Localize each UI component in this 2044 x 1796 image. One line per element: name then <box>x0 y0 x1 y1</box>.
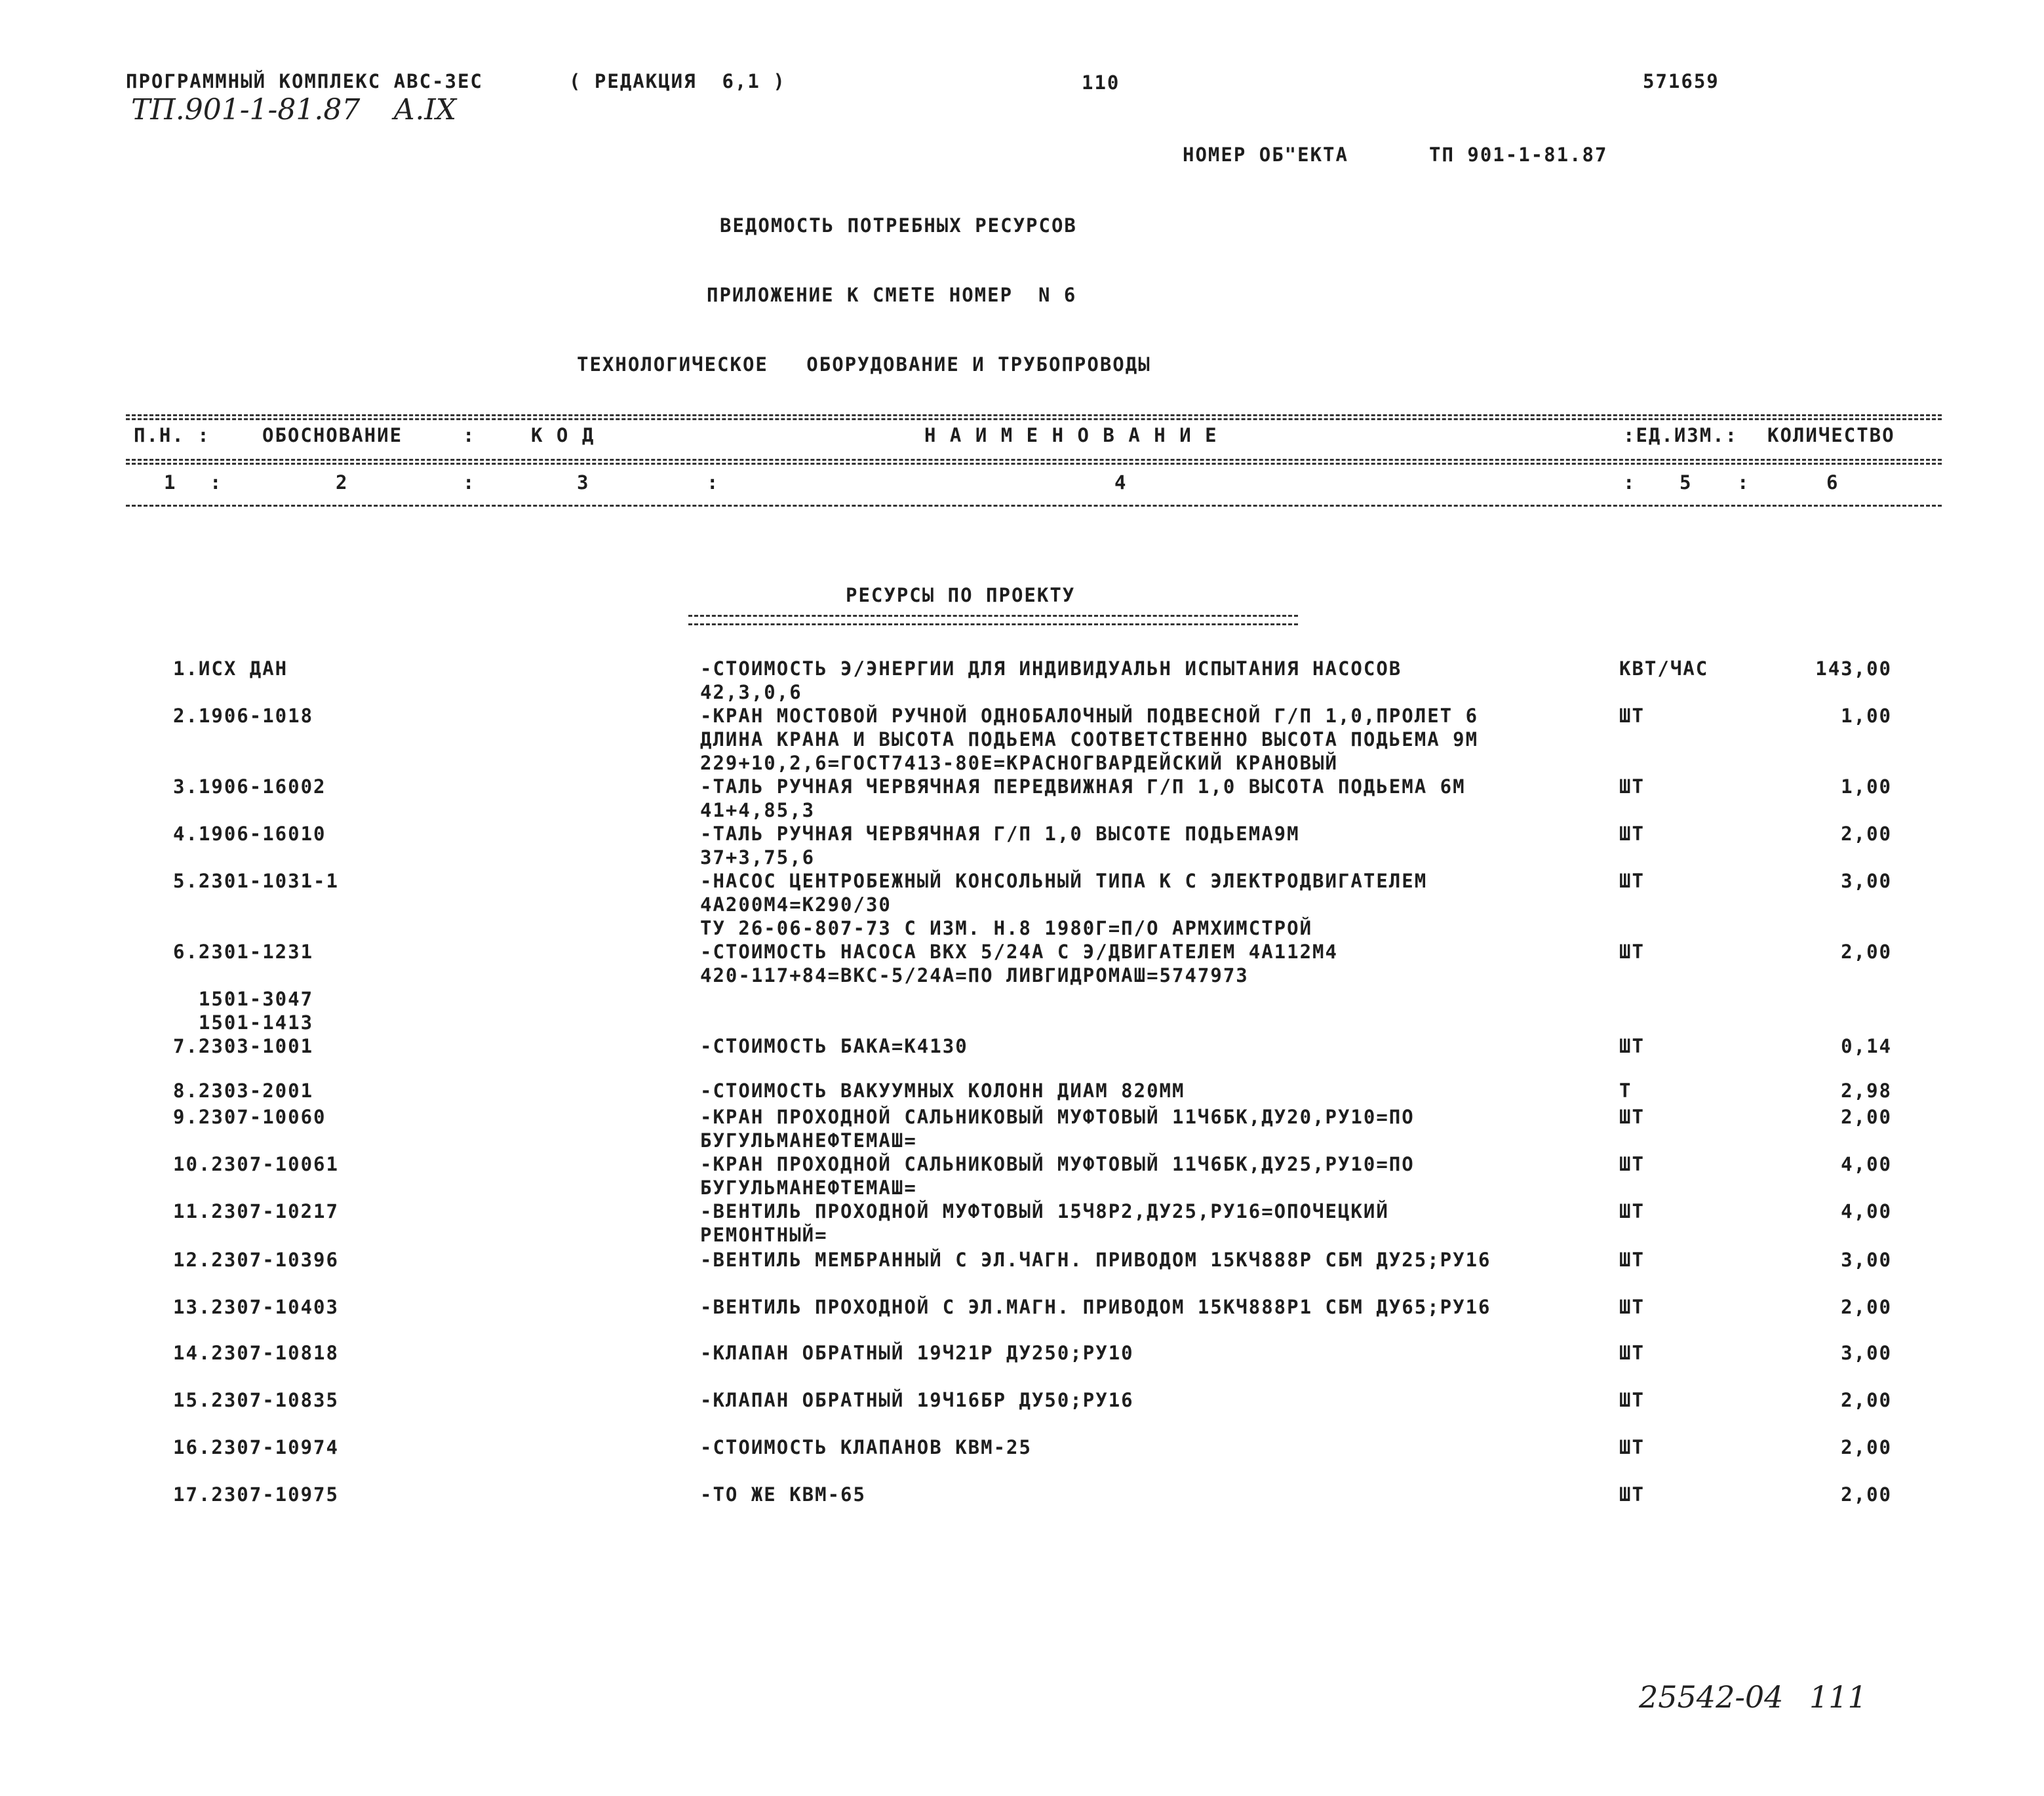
column-separator: : <box>707 471 720 494</box>
table-top-rule <box>126 414 1942 416</box>
section-title: ТЕХНОЛОГИЧЕСКОЕ ОБОРУДОВАНИЕ И ТРУБОПРОВОДЫ <box>577 353 1151 376</box>
document-title: ВЕДОМОСТЬ ПОТРЕБНЫХ РЕСУРСОВ <box>720 214 1077 237</box>
table-row <box>0 1034 2044 1057</box>
row-number-basis: 10.2307-10061 <box>173 1153 339 1175</box>
row-number-basis: 2.1906-1018 <box>173 705 314 727</box>
header-col-code: К О Д <box>531 424 595 446</box>
column-separator: : <box>463 471 476 494</box>
table-mid-rule-2 <box>126 463 1942 465</box>
row-name: -ТАЛЬ РУЧНАЯ ЧЕРВЯЧНАЯ Г/П 1,0 ВЫСОТЕ ПОДЬЕМА9М 37+3,75,6 <box>700 823 1300 869</box>
row-quantity: 2,00 <box>1841 1389 1892 1411</box>
row-number-basis: 7.2303-1001 <box>173 1035 314 1057</box>
row-quantity: 2,00 <box>1841 1106 1892 1128</box>
row-name: -ТАЛЬ РУЧНАЯ ЧЕРВЯЧНАЯ ПЕРЕДВИЖНАЯ Г/П 1,0 ВЫСОТА ПОДЬЕМА 6М 41+4,85,3 <box>700 775 1466 821</box>
row-unit: ШТ <box>1619 1436 1645 1458</box>
row-unit: ШТ <box>1619 1200 1645 1222</box>
row-unit: Т <box>1619 1080 1632 1102</box>
row-quantity: 2,00 <box>1841 1436 1892 1458</box>
row-unit: ШТ <box>1619 941 1645 963</box>
header-col-quantity: КОЛИЧЕСТВО <box>1767 424 1895 446</box>
column-separator: : <box>1623 471 1636 494</box>
row-name: -ВЕНТИЛЬ ПРОХОДНОЙ С ЭЛ.МАГН. ПРИВОДОМ 15КЧ888Р1 СБМ ДУ65;РУ16 <box>700 1296 1491 1318</box>
row-number-basis: 1.ИСХ ДАН <box>173 657 288 680</box>
row-quantity: 4,00 <box>1841 1200 1892 1222</box>
row-quantity: 2,00 <box>1841 1296 1892 1318</box>
table-row <box>0 940 2044 1034</box>
row-unit: ШТ <box>1619 705 1645 727</box>
table-mid-rule <box>126 459 1942 461</box>
header-col-name: Н А И М Е Н О В А Н И Е <box>924 424 1218 446</box>
table-top-rule-2 <box>126 418 1942 420</box>
column-number-1: 1 <box>164 471 177 494</box>
row-unit: ШТ <box>1619 1296 1645 1318</box>
row-unit: ШТ <box>1619 1342 1645 1364</box>
row-number-basis: 6.2301-1231 1501-3047 1501-1413 <box>173 941 314 1034</box>
header-col-unit: :ЕД.ИЗМ.: <box>1623 424 1739 446</box>
column-number-4: 4 <box>1114 471 1128 494</box>
group-title-underline <box>688 615 1298 625</box>
row-quantity: 0,14 <box>1841 1035 1892 1057</box>
row-unit: ШТ <box>1619 1389 1645 1411</box>
row-number-basis: 13.2307-10403 <box>173 1296 339 1318</box>
row-number-basis: 3.1906-16002 <box>173 775 326 798</box>
header-col-number: П.Н. : <box>134 424 210 446</box>
column-number-6: 6 <box>1826 471 1839 494</box>
page-number: 110 <box>1082 71 1120 94</box>
row-quantity: 3,00 <box>1841 870 1892 892</box>
row-unit: ШТ <box>1619 870 1645 892</box>
column-separator: : <box>1737 471 1750 494</box>
row-unit: ШТ <box>1619 1035 1645 1057</box>
table-row <box>0 1105 2044 1152</box>
handwritten-album-code: А.IX <box>393 93 457 127</box>
table-row <box>0 1435 2044 1458</box>
row-number-basis: 16.2307-10974 <box>173 1436 339 1458</box>
row-quantity: 2,00 <box>1841 941 1892 963</box>
object-number-label: НОМЕР ОБ"ЕКТА <box>1183 144 1348 166</box>
table-row <box>0 1079 2044 1102</box>
row-name: -КРАН МОСТОВОЙ РУЧНОЙ ОДНОБАЛОЧНЫЙ ПОДВЕСНОЙ Г/П 1,0,ПРОЛЕТ 6 ДЛИНА КРАНА И ВЫСОТА ПОДЬЕМА СООТВЕТСТВЕННО ВЫСОТА ПОДЬЕМА 9М 229+10,2,6=ГОСТ7413-80Е=КРАСНОГВАРДЕЙСКИЙ КРАНОВЫЙ <box>700 705 1479 774</box>
row-unit: ШТ <box>1619 1153 1645 1175</box>
row-name: -СТОИМОСТЬ ВАКУУМНЫХ КОЛОНН ДИАМ 820ММ <box>700 1080 1185 1102</box>
row-quantity: 143,00 <box>1815 657 1892 680</box>
row-unit: ШТ <box>1619 1249 1645 1271</box>
row-number-basis: 9.2307-10060 <box>173 1106 326 1128</box>
row-name: -КЛАПАН ОБРАТНЫЙ 19Ч16БР ДУ50;РУ16 <box>700 1389 1134 1411</box>
row-name: -КРАН ПРОХОДНОЙ САЛЬНИКОВЫЙ МУФТОВЫЙ 11Ч6БК,ДУ20,РУ10=ПО БУГУЛЬМАНЕФТЕМАШ= <box>700 1106 1415 1152</box>
header-col-basis: ОБОСНОВАНИЕ <box>262 424 403 446</box>
row-unit: КВТ/ЧАС <box>1619 657 1709 680</box>
row-quantity: 3,00 <box>1841 1342 1892 1364</box>
row-quantity: 3,00 <box>1841 1249 1892 1271</box>
row-number-basis: 17.2307-10975 <box>173 1483 339 1506</box>
row-name: -КЛАПАН ОБРАТНЫЙ 19Ч21Р ДУ250;РУ10 <box>700 1342 1134 1364</box>
table-row <box>0 1295 2044 1318</box>
table-row <box>0 869 2044 939</box>
row-name: -НАСОС ЦЕНТРОБЕЖНЫЙ КОНСОЛЬНЫЙ ТИПА К С ЭЛЕКТРОДВИГАТЕЛЕМ 4А200М4=К290/30 ТУ 26-06-807-73 С ИЗМ. Н.8 1980Г=П/О АРМХИМСТРОЙ <box>700 870 1428 939</box>
table-row <box>0 1341 2044 1364</box>
handwritten-sheet-number: 111 <box>1809 1679 1867 1715</box>
row-number-basis: 15.2307-10835 <box>173 1389 339 1411</box>
row-name: -СТОИМОСТЬ НАСОСА ВКХ 5/24А С Э/ДВИГАТЕЛЕМ 4А112М4 420-117+84=ВКС-5/24А=ПО ЛИВГИДРОМАШ=5747973 <box>700 941 1338 986</box>
row-number-basis: 5.2301-1031-1 <box>173 870 339 892</box>
program-name: ПРОГРАММНЫЙ КОМПЛЕКС АВС-3ЕС <box>126 70 483 92</box>
row-quantity: 2,98 <box>1841 1080 1892 1102</box>
row-unit: ШТ <box>1619 1483 1645 1506</box>
table-row <box>0 1152 2044 1199</box>
row-number-basis: 4.1906-16010 <box>173 823 326 845</box>
row-name: -КРАН ПРОХОДНОЙ САЛЬНИКОВЫЙ МУФТОВЫЙ 11Ч6БК,ДУ25,РУ10=ПО БУГУЛЬМАНЕФТЕМАШ= <box>700 1153 1415 1199</box>
row-quantity: 1,00 <box>1841 705 1892 727</box>
row-name: -ВЕНТИЛЬ ПРОХОДНОЙ МУФТОВЫЙ 15Ч8Р2,ДУ25,РУ16=ОПОЧЕЦКИЙ РЕМОНТНЫЙ= <box>700 1200 1389 1246</box>
row-name: -ВЕНТИЛЬ МЕМБРАННЫЙ С ЭЛ.ЧАГН. ПРИВОДОМ 15КЧ888Р СБМ ДУ25;РУ16 <box>700 1249 1491 1271</box>
row-number-basis: 14.2307-10818 <box>173 1342 339 1364</box>
row-quantity: 2,00 <box>1841 823 1892 845</box>
handwritten-footer-note: 25542-04 <box>1639 1679 1784 1715</box>
table-row <box>0 822 2044 869</box>
row-name: -СТОИМОСТЬ БАКА=К4130 <box>700 1035 968 1057</box>
row-unit: ШТ <box>1619 775 1645 798</box>
row-name: -СТОИМОСТЬ КЛАПАНОВ КВМ-25 <box>700 1436 1032 1458</box>
row-unit: ШТ <box>1619 1106 1645 1128</box>
row-quantity: 1,00 <box>1841 775 1892 798</box>
table-row <box>0 1248 2044 1271</box>
table-row <box>0 1388 2044 1411</box>
row-number-basis: 11.2307-10217 <box>173 1200 339 1222</box>
row-quantity: 4,00 <box>1841 1153 1892 1175</box>
row-quantity: 2,00 <box>1841 1483 1892 1506</box>
row-name: -СТОИМОСТЬ Э/ЭНЕРГИИ ДЛЯ ИНДИВИДУАЛЬН ИСПЫТАНИЯ НАСОСОВ 42,3,0,6 <box>700 657 1402 703</box>
group-title: РЕСУРСЫ ПО ПРОЕКТУ <box>846 584 1076 606</box>
document-subtitle: ПРИЛОЖЕНИЕ К СМЕТЕ НОМЕР N 6 <box>707 284 1077 306</box>
handwritten-project-code: ТП.901-1-81.87 <box>131 93 361 127</box>
column-separator: : <box>210 471 223 494</box>
row-number-basis: 12.2307-10396 <box>173 1249 339 1271</box>
edition-label: ( РЕДАКЦИЯ 6,1 ) <box>569 70 786 92</box>
column-number-5: 5 <box>1680 471 1693 494</box>
row-unit: ШТ <box>1619 823 1645 845</box>
table-bottom-rule <box>126 505 1942 507</box>
row-number-basis: 8.2303-2001 <box>173 1080 314 1102</box>
object-number-value: ТП 901-1-81.87 <box>1429 144 1608 166</box>
table-row <box>0 704 2044 774</box>
document-number: 571659 <box>1643 70 1720 92</box>
header-separator: : <box>463 424 476 446</box>
column-number-2: 2 <box>336 471 349 494</box>
column-number-3: 3 <box>577 471 590 494</box>
row-name: -ТО ЖЕ КВМ-65 <box>700 1483 866 1506</box>
